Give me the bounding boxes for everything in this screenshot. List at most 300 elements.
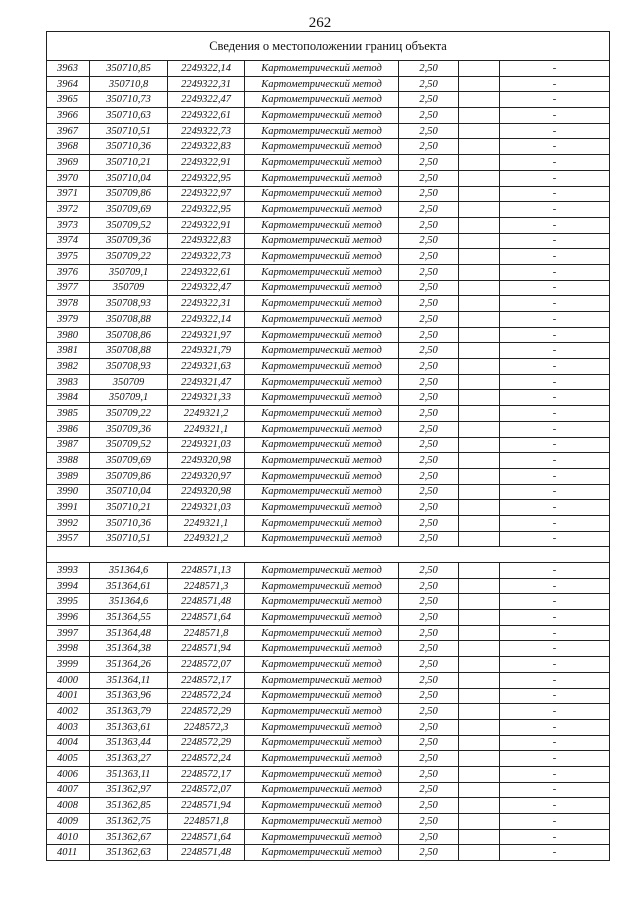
description-cell: - — [500, 233, 610, 249]
method-cell: Картометрический метод — [245, 641, 399, 657]
method-cell: Картометрический метод — [245, 108, 399, 124]
table-row — [47, 845, 610, 861]
y-coordinate-cell: 2249322,61 — [168, 108, 245, 124]
description-cell: - — [500, 814, 610, 830]
empty-cell — [459, 468, 500, 484]
x-coordinate-cell: 350709,69 — [90, 453, 168, 469]
description-cell: - — [500, 202, 610, 218]
y-coordinate-cell: 2248571,64 — [168, 829, 245, 845]
point-number-cell: 3969 — [47, 155, 90, 171]
empty-cell — [459, 139, 500, 155]
method-cell: Картометрический метод — [245, 453, 399, 469]
empty-cell — [459, 390, 500, 406]
x-coordinate-cell: 350708,86 — [90, 327, 168, 343]
y-coordinate-cell: 2248571,13 — [168, 563, 245, 579]
table-row — [47, 610, 610, 626]
table-row — [47, 76, 610, 92]
empty-cell — [459, 735, 500, 751]
description-cell: - — [500, 515, 610, 531]
table-row — [47, 468, 610, 484]
empty-cell — [459, 327, 500, 343]
table-row — [47, 296, 610, 312]
y-coordinate-cell: 2249322,31 — [168, 296, 245, 312]
method-cell: Картометрический метод — [245, 327, 399, 343]
point-number-cell: 3994 — [47, 578, 90, 594]
y-coordinate-cell: 2248571,8 — [168, 625, 245, 641]
method-cell: Картометрический метод — [245, 359, 399, 375]
method-cell: Картометрический метод — [245, 264, 399, 280]
point-number-cell: 3970 — [47, 170, 90, 186]
table-row — [47, 766, 610, 782]
table-row — [47, 217, 610, 233]
empty-cell — [459, 453, 500, 469]
table-row — [47, 563, 610, 579]
point-number-cell: 3976 — [47, 264, 90, 280]
x-coordinate-cell: 351363,11 — [90, 766, 168, 782]
method-cell: Картометрический метод — [245, 390, 399, 406]
table-row — [47, 578, 610, 594]
description-cell: - — [500, 186, 610, 202]
table-row — [47, 782, 610, 798]
accuracy-cell: 2,50 — [399, 123, 459, 139]
description-cell: - — [500, 845, 610, 861]
y-coordinate-cell: 2249322,91 — [168, 155, 245, 171]
description-cell: - — [500, 594, 610, 610]
method-cell: Картометрический метод — [245, 92, 399, 108]
description-cell: - — [500, 641, 610, 657]
table-row — [47, 704, 610, 720]
description-cell: - — [500, 657, 610, 673]
y-coordinate-cell: 2249322,73 — [168, 249, 245, 265]
y-coordinate-cell: 2249320,98 — [168, 484, 245, 500]
method-cell: Картометрический метод — [245, 751, 399, 767]
accuracy-cell: 2,50 — [399, 798, 459, 814]
method-cell: Картометрический метод — [245, 563, 399, 579]
x-coordinate-cell: 350708,93 — [90, 359, 168, 375]
empty-cell — [459, 280, 500, 296]
accuracy-cell: 2,50 — [399, 92, 459, 108]
x-coordinate-cell: 351363,61 — [90, 719, 168, 735]
x-coordinate-cell: 351363,79 — [90, 704, 168, 720]
point-number-cell: 3957 — [47, 531, 90, 547]
accuracy-cell: 2,50 — [399, 610, 459, 626]
table-row — [47, 92, 610, 108]
method-cell: Картометрический метод — [245, 829, 399, 845]
empty-cell — [459, 798, 500, 814]
y-coordinate-cell: 2248572,17 — [168, 672, 245, 688]
table-row — [47, 421, 610, 437]
accuracy-cell: 2,50 — [399, 500, 459, 516]
x-coordinate-cell: 350709,52 — [90, 217, 168, 233]
x-coordinate-cell: 351362,75 — [90, 814, 168, 830]
accuracy-cell: 2,50 — [399, 814, 459, 830]
y-coordinate-cell: 2249321,03 — [168, 437, 245, 453]
accuracy-cell: 2,50 — [399, 782, 459, 798]
point-number-cell: 3974 — [47, 233, 90, 249]
x-coordinate-cell: 350709 — [90, 280, 168, 296]
method-cell: Картометрический метод — [245, 406, 399, 422]
empty-cell — [459, 170, 500, 186]
description-cell: - — [500, 688, 610, 704]
table-row — [47, 798, 610, 814]
description-cell: - — [500, 359, 610, 375]
table-row — [47, 688, 610, 704]
method-cell: Картометрический метод — [245, 484, 399, 500]
y-coordinate-cell: 2248571,48 — [168, 845, 245, 861]
x-coordinate-cell: 350709,36 — [90, 233, 168, 249]
description-cell: - — [500, 249, 610, 265]
description-cell: - — [500, 280, 610, 296]
accuracy-cell: 2,50 — [399, 359, 459, 375]
y-coordinate-cell: 2248571,94 — [168, 798, 245, 814]
y-coordinate-cell: 2249321,97 — [168, 327, 245, 343]
empty-cell — [459, 766, 500, 782]
accuracy-cell: 2,50 — [399, 468, 459, 484]
accuracy-cell: 2,50 — [399, 390, 459, 406]
description-cell: - — [500, 531, 610, 547]
description-cell: - — [500, 421, 610, 437]
method-cell: Картометрический метод — [245, 782, 399, 798]
table-title: Сведения о местоположении границ объекта — [47, 32, 610, 61]
accuracy-cell: 2,50 — [399, 751, 459, 767]
table-row — [47, 264, 610, 280]
accuracy-cell: 2,50 — [399, 766, 459, 782]
x-coordinate-cell: 351364,48 — [90, 625, 168, 641]
empty-cell — [459, 657, 500, 673]
x-coordinate-cell: 350710,8 — [90, 76, 168, 92]
empty-cell — [459, 233, 500, 249]
table-row — [47, 657, 610, 673]
empty-cell — [459, 421, 500, 437]
point-number-cell: 4000 — [47, 672, 90, 688]
empty-cell — [459, 845, 500, 861]
accuracy-cell: 2,50 — [399, 61, 459, 77]
y-coordinate-cell: 2248571,94 — [168, 641, 245, 657]
accuracy-cell: 2,50 — [399, 594, 459, 610]
y-coordinate-cell: 2249321,1 — [168, 515, 245, 531]
table-row — [47, 233, 610, 249]
empty-cell — [459, 264, 500, 280]
table-title-row — [47, 32, 610, 61]
accuracy-cell: 2,50 — [399, 845, 459, 861]
accuracy-cell: 2,50 — [399, 406, 459, 422]
x-coordinate-cell: 351363,27 — [90, 751, 168, 767]
point-number-cell: 3971 — [47, 186, 90, 202]
accuracy-cell: 2,50 — [399, 641, 459, 657]
accuracy-cell: 2,50 — [399, 233, 459, 249]
x-coordinate-cell: 351364,38 — [90, 641, 168, 657]
empty-cell — [459, 814, 500, 830]
y-coordinate-cell: 2248572,24 — [168, 688, 245, 704]
accuracy-cell: 2,50 — [399, 374, 459, 390]
method-cell: Картометрический метод — [245, 672, 399, 688]
empty-cell — [459, 641, 500, 657]
accuracy-cell: 2,50 — [399, 437, 459, 453]
description-cell: - — [500, 343, 610, 359]
table-row — [47, 390, 610, 406]
table-row — [47, 751, 610, 767]
description-cell: - — [500, 766, 610, 782]
x-coordinate-cell: 350709,22 — [90, 406, 168, 422]
y-coordinate-cell: 2248572,24 — [168, 751, 245, 767]
table-row — [47, 531, 610, 547]
empty-cell — [459, 500, 500, 516]
method-cell: Картометрический метод — [245, 170, 399, 186]
table-row — [47, 186, 610, 202]
accuracy-cell: 2,50 — [399, 280, 459, 296]
point-number-cell: 3963 — [47, 61, 90, 77]
point-number-cell: 3968 — [47, 139, 90, 155]
point-number-cell: 4002 — [47, 704, 90, 720]
x-coordinate-cell: 350708,88 — [90, 343, 168, 359]
method-cell: Картометрический метод — [245, 233, 399, 249]
point-number-cell: 3967 — [47, 123, 90, 139]
point-number-cell: 4006 — [47, 766, 90, 782]
description-cell: - — [500, 468, 610, 484]
point-number-cell: 3996 — [47, 610, 90, 626]
x-coordinate-cell: 350709,69 — [90, 202, 168, 218]
accuracy-cell: 2,50 — [399, 343, 459, 359]
x-coordinate-cell: 350709,52 — [90, 437, 168, 453]
method-cell: Картометрический метод — [245, 625, 399, 641]
y-coordinate-cell: 2248572,07 — [168, 657, 245, 673]
table-row — [47, 139, 610, 155]
accuracy-cell: 2,50 — [399, 217, 459, 233]
description-cell: - — [500, 484, 610, 500]
empty-cell — [459, 186, 500, 202]
table-row — [47, 814, 610, 830]
accuracy-cell: 2,50 — [399, 327, 459, 343]
description-cell: - — [500, 610, 610, 626]
empty-cell — [459, 406, 500, 422]
y-coordinate-cell: 2249322,14 — [168, 312, 245, 328]
accuracy-cell: 2,50 — [399, 139, 459, 155]
table-row — [47, 61, 610, 77]
point-number-cell: 3975 — [47, 249, 90, 265]
point-number-cell: 3998 — [47, 641, 90, 657]
x-coordinate-cell: 351363,44 — [90, 735, 168, 751]
boundary-table — [46, 31, 610, 861]
method-cell: Картометрический метод — [245, 374, 399, 390]
y-coordinate-cell: 2248571,8 — [168, 814, 245, 830]
y-coordinate-cell: 2248571,3 — [168, 578, 245, 594]
description-cell: - — [500, 704, 610, 720]
table-row — [47, 249, 610, 265]
point-number-cell: 4005 — [47, 751, 90, 767]
method-cell: Картометрический метод — [245, 594, 399, 610]
method-cell: Картометрический метод — [245, 578, 399, 594]
y-coordinate-cell: 2248572,17 — [168, 766, 245, 782]
method-cell: Картометрический метод — [245, 76, 399, 92]
empty-cell — [459, 751, 500, 767]
point-number-cell: 3977 — [47, 280, 90, 296]
table-row — [47, 327, 610, 343]
description-cell: - — [500, 406, 610, 422]
y-coordinate-cell: 2249322,31 — [168, 76, 245, 92]
point-number-cell: 4001 — [47, 688, 90, 704]
empty-cell — [459, 76, 500, 92]
empty-cell — [459, 484, 500, 500]
x-coordinate-cell: 351364,61 — [90, 578, 168, 594]
point-number-cell: 4011 — [47, 845, 90, 861]
description-cell: - — [500, 327, 610, 343]
method-cell: Картометрический метод — [245, 139, 399, 155]
y-coordinate-cell: 2249320,98 — [168, 453, 245, 469]
y-coordinate-cell: 2249322,95 — [168, 202, 245, 218]
empty-cell — [459, 92, 500, 108]
method-cell: Картометрический метод — [245, 280, 399, 296]
y-coordinate-cell: 2249321,47 — [168, 374, 245, 390]
accuracy-cell: 2,50 — [399, 202, 459, 218]
accuracy-cell: 2,50 — [399, 657, 459, 673]
accuracy-cell: 2,50 — [399, 453, 459, 469]
method-cell: Картометрический метод — [245, 798, 399, 814]
table-row — [47, 484, 610, 500]
empty-cell — [459, 688, 500, 704]
accuracy-cell: 2,50 — [399, 484, 459, 500]
x-coordinate-cell: 350710,21 — [90, 500, 168, 516]
empty-cell — [459, 594, 500, 610]
description-cell: - — [500, 217, 610, 233]
table-row — [47, 374, 610, 390]
method-cell: Картометрический метод — [245, 296, 399, 312]
method-cell: Картометрический метод — [245, 500, 399, 516]
empty-cell — [459, 312, 500, 328]
empty-cell — [459, 108, 500, 124]
description-cell: - — [500, 578, 610, 594]
method-cell: Картометрический метод — [245, 217, 399, 233]
description-cell: - — [500, 625, 610, 641]
point-number-cell: 3997 — [47, 625, 90, 641]
description-cell: - — [500, 123, 610, 139]
y-coordinate-cell: 2249322,83 — [168, 139, 245, 155]
point-number-cell: 3991 — [47, 500, 90, 516]
method-cell: Картометрический метод — [245, 312, 399, 328]
method-cell: Картометрический метод — [245, 704, 399, 720]
table-row — [47, 625, 610, 641]
y-coordinate-cell: 2248572,29 — [168, 735, 245, 751]
description-cell: - — [500, 782, 610, 798]
description-cell: - — [500, 672, 610, 688]
accuracy-cell: 2,50 — [399, 531, 459, 547]
description-cell: - — [500, 296, 610, 312]
point-number-cell: 3999 — [47, 657, 90, 673]
point-number-cell: 3985 — [47, 406, 90, 422]
description-cell: - — [500, 453, 610, 469]
x-coordinate-cell: 350710,21 — [90, 155, 168, 171]
description-cell: - — [500, 374, 610, 390]
table-row — [47, 515, 610, 531]
accuracy-cell: 2,50 — [399, 515, 459, 531]
method-cell: Картометрический метод — [245, 610, 399, 626]
y-coordinate-cell: 2248572,3 — [168, 719, 245, 735]
table-row — [47, 719, 610, 735]
method-cell: Картометрический метод — [245, 845, 399, 861]
accuracy-cell: 2,50 — [399, 155, 459, 171]
x-coordinate-cell: 350710,51 — [90, 123, 168, 139]
point-number-cell: 3989 — [47, 468, 90, 484]
y-coordinate-cell: 2249321,33 — [168, 390, 245, 406]
accuracy-cell: 2,50 — [399, 264, 459, 280]
y-coordinate-cell: 2249322,73 — [168, 123, 245, 139]
method-cell: Картометрический метод — [245, 766, 399, 782]
x-coordinate-cell: 351364,11 — [90, 672, 168, 688]
table-row — [47, 641, 610, 657]
point-number-cell: 3979 — [47, 312, 90, 328]
description-cell: - — [500, 264, 610, 280]
description-cell: - — [500, 719, 610, 735]
point-number-cell: 3981 — [47, 343, 90, 359]
accuracy-cell: 2,50 — [399, 76, 459, 92]
table-row — [47, 672, 610, 688]
y-coordinate-cell: 2249322,83 — [168, 233, 245, 249]
empty-cell — [459, 123, 500, 139]
y-coordinate-cell: 2249322,47 — [168, 92, 245, 108]
point-number-cell: 3984 — [47, 390, 90, 406]
method-cell: Картометрический метод — [245, 123, 399, 139]
x-coordinate-cell: 350710,63 — [90, 108, 168, 124]
point-number-cell: 4008 — [47, 798, 90, 814]
method-cell: Картометрический метод — [245, 468, 399, 484]
empty-cell — [459, 437, 500, 453]
table-row — [47, 343, 610, 359]
point-number-cell: 3982 — [47, 359, 90, 375]
empty-cell — [459, 296, 500, 312]
x-coordinate-cell: 350710,04 — [90, 170, 168, 186]
accuracy-cell: 2,50 — [399, 672, 459, 688]
empty-cell — [459, 829, 500, 845]
method-cell: Картометрический метод — [245, 437, 399, 453]
method-cell: Картометрический метод — [245, 515, 399, 531]
empty-cell — [459, 578, 500, 594]
description-cell: - — [500, 170, 610, 186]
description-cell: - — [500, 735, 610, 751]
description-cell: - — [500, 92, 610, 108]
description-cell: - — [500, 139, 610, 155]
table-row — [47, 437, 610, 453]
page-number: 262 — [308, 15, 332, 31]
method-cell: Картометрический метод — [245, 249, 399, 265]
empty-cell — [459, 672, 500, 688]
y-coordinate-cell: 2249322,14 — [168, 61, 245, 77]
table-row — [47, 594, 610, 610]
x-coordinate-cell: 350709,22 — [90, 249, 168, 265]
method-cell: Картометрический метод — [245, 186, 399, 202]
point-number-cell: 3966 — [47, 108, 90, 124]
y-coordinate-cell: 2248572,29 — [168, 704, 245, 720]
empty-cell — [459, 704, 500, 720]
description-cell: - — [500, 312, 610, 328]
empty-cell — [459, 249, 500, 265]
description-cell: - — [500, 61, 610, 77]
x-coordinate-cell: 351362,97 — [90, 782, 168, 798]
point-number-cell: 3986 — [47, 421, 90, 437]
point-number-cell: 4007 — [47, 782, 90, 798]
empty-cell — [459, 217, 500, 233]
method-cell: Картометрический метод — [245, 343, 399, 359]
point-number-cell: 4003 — [47, 719, 90, 735]
empty-cell — [459, 719, 500, 735]
x-coordinate-cell: 350710,36 — [90, 139, 168, 155]
point-number-cell: 3993 — [47, 563, 90, 579]
point-number-cell: 3978 — [47, 296, 90, 312]
y-coordinate-cell: 2249321,63 — [168, 359, 245, 375]
table-row — [47, 735, 610, 751]
empty-cell — [459, 563, 500, 579]
point-number-cell: 3987 — [47, 437, 90, 453]
x-coordinate-cell: 350708,88 — [90, 312, 168, 328]
table-row — [47, 123, 610, 139]
